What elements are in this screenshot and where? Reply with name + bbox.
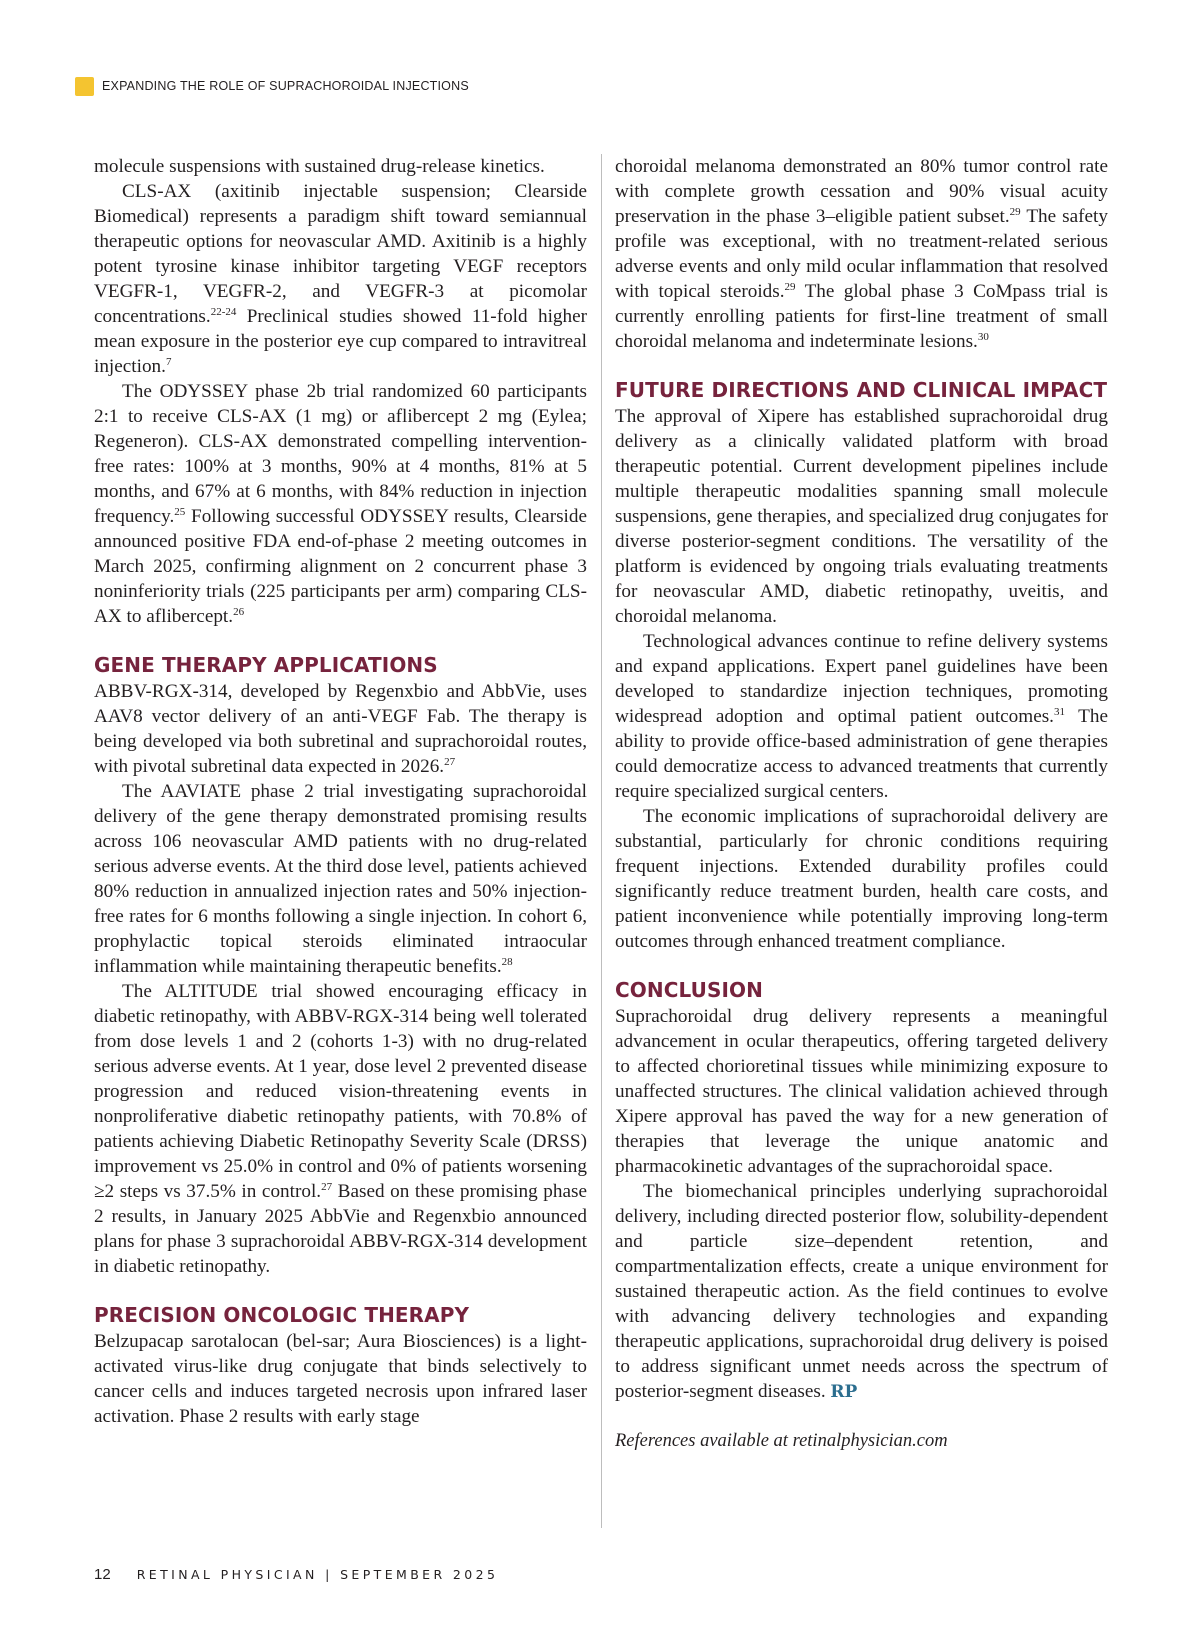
citation: 29 <box>784 281 796 293</box>
body-paragraph: choroidal melanoma demonstrated an 80% tumor control rate with complete growth cessation and 90% visual acuity preservation in the phase 3–eligible patient subset.$^{29}$ The safety profile was exceptional, with no treatment-related serious adverse events and only mild ocular inflammation that resolved with topical steroids.$^{29}$ The global phase 3 CoMpass trial is currently enrolling patients for first-line treatment of small choroidal melanoma and indeterminate lesions.$^{30}$ <box>615 156 1109 352</box>
body-paragraph: ABBV-RGX-314, developed by Regenxbio and AbbVie, uses AAV8 vector delivery of an anti-VEGF Fab. The therapy is being developed via both subretinal and suprachoroidal routes, with pivotal subretinal data expected in 2026.27 <box>94 681 587 777</box>
section-heading-gene-therapy: GENE THERAPY APPLICATIONS <box>94 653 438 677</box>
section-heading-future-directions: FUTURE DIRECTIONS AND CLINICAL IMPACT <box>615 378 1108 402</box>
body-paragraph: Belzupacap sarotalocan (bel-sar; Aura Biosciences) is a light-activated virus-like drug conjugate that binds selectively to cancer cells and induces targeted necrosis upon infrared laser activation. Phase 2 results with early stage <box>94 1331 587 1427</box>
citation: 27 <box>321 1181 333 1193</box>
citation: 28 <box>501 956 513 968</box>
body-paragraph: Suprachoroidal drug delivery represents a meaningful advancement in ocular therapeutics, offering targeted delivery to affected chorioretinal tissues while minimizing exposure to unaffected structures. The clinical validation achieved through Xipere approval has paved the way for a new generation of therapies that leverage the unique anatomic and pharmacokinetic advantages of the suprachoroidal space. <box>615 1006 1108 1177</box>
page-number: 12 <box>94 1566 111 1583</box>
citation: 7 <box>165 356 172 368</box>
body-paragraph: Technological advances continue to refine delivery systems and expand applications. Expert panel guidelines have been developed to standardize injection techniques, promoting widespread adoption and optimal patient outcomes.$^{31}$ The ability to provide office-based administration of gene therapies could democratize access to advanced treatments that currently require specialized surgical centers. <box>615 631 1108 802</box>
section-heading-conclusion: CONCLUSION <box>615 978 763 1002</box>
page-footer <box>94 1566 498 1583</box>
running-header-title: EXPANDING THE ROLE OF SUPRACHOROIDAL INJECTIONS <box>102 79 469 93</box>
citation: 22-24 <box>210 306 237 318</box>
publication-line: RETINAL PHYSICIAN | SEPTEMBER 2025 <box>136 1567 499 1582</box>
body-paragraph: The economic implications of suprachoroidal delivery are substantial, particularly for chronic conditions requiring frequent injections. Extended durability profiles could significantly reduce treatment burden, health care costs, and patient inconvenience while potentially improving long-term outcomes through enhanced treatment compliance. <box>615 806 1108 952</box>
section-marker-icon <box>75 77 94 96</box>
body-paragraph: The ALTITUDE trial showed encouraging efficacy in diabetic retinopathy, with ABBV-RGX-314 being well tolerated from dose levels 1 and 2 (cohorts 1-3) with no drug-related serious adverse events. At 1 year, dose level 2 prevented disease progression and reduced vision-threatening events in nonproliferative diabetic retinopathy patients, with 70.8% of patients achieving Diabetic Retinopathy Severity Scale (DRSS) improvement vs 25.0% in control and 0% of patients worsening ≥2 steps vs 37.5% in control.$^{27}$ Based on these promising phase 2 results, in January 2025 AbbVie and Regenxbio announced plans for phase 3 suprachoroidal ABBV-RGX-314 development in diabetic retinopathy. <box>94 981 587 1277</box>
citation: 26 <box>233 606 245 618</box>
citation: 31 <box>1053 706 1065 718</box>
body-paragraph: CLS-AX (axitinib injectable suspension; Clearside Biomedical) represents a paradigm shift toward semiannual therapeutic options for neovascular AMD. Axitinib is a highly potent tyrosine kinase inhibitor targeting VEGF receptors VEGFR-1, VEGFR-2, and VEGFR-3 at picomolar concentrations.$^{22-24}$ Preclinical studies showed 11-fold higher mean exposure in the posterior eye cup compared to intravitreal injection.$^7$ <box>94 181 587 377</box>
body-paragraph: The approval of Xipere has established suprachoroidal drug delivery as a clinically validated platform with broad therapeutic potential. Current development pipelines include multiple therapeutic modalities spanning small molecule suspensions, gene therapies, and specialized drug conjugates for diverse posterior-segment conditions. The versatility of the platform is evidenced by ongoing trials evaluating treatments for neovascular AMD, diabetic retinopathy, uveitis, and choroidal melanoma. <box>615 406 1108 627</box>
citation: 30 <box>977 331 989 343</box>
body-paragraph: The ODYSSEY phase 2b trial randomized 60 participants 2:1 to receive CLS-AX (1 mg) or aflibercept 2 mg (Eylea; Regeneron). CLS-AX demonstrated compelling intervention-free rates: 100% at 3 months, 90% at 4 months, 81% at 5 months, and 67% at 6 months, with 84% reduction in injection frequency.$^{25}$ Following successful ODYSSEY results, Clearside announced positive FDA end-of-phase 2 meeting outcomes in March 2025, confirming alignment on 2 concurrent phase 3 noninferiority trials (225 participants per arm) comparing CLS-AX to aflibercept.$^{26}$ <box>94 381 587 627</box>
citation: 25 <box>174 506 186 518</box>
citation: 29 <box>1009 206 1021 218</box>
body-paragraph: The AAVIATE phase 2 trial investigating suprachoroidal delivery of the gene therapy demonstrated promising results across 106 neovascular AMD patients with no drug-related serious adverse events. At the third dose level, patients achieved 80% reduction in annualized injection rates and 50% injection-free rates for 6 months following a single injection. In cohort 6, prophylactic topical steroids eliminated intraocular inflammation while maintaining therapeutic benefits.$^{28}$ <box>94 781 587 977</box>
end-mark: RP <box>830 1382 858 1402</box>
left-column <box>94 154 587 1429</box>
section-heading-oncologic-therapy: PRECISION ONCOLOGIC THERAPY <box>94 1303 470 1327</box>
body-paragraph: molecule suspensions with sustained drug-release kinetics. <box>94 156 545 177</box>
body-paragraph: The biomechanical principles underlying suprachoroidal delivery, including directed posterior flow, solubility-dependent and particle size–dependent retention, and compartmentalization effects, create a unique environment for sustained therapeutic action. As the field continues to evolve with advancing delivery technologies and expanding therapeutic applications, suprachoroidal drug delivery is poised to address significant unmet needs across the spectrum of posterior-segment diseases. RP <box>615 1181 1108 1402</box>
citation: 27 <box>444 756 456 768</box>
right-column <box>615 154 1108 1454</box>
running-header <box>75 76 469 96</box>
column-divider <box>601 154 602 1528</box>
references-note: References available at retinalphysician.com <box>615 1431 948 1451</box>
